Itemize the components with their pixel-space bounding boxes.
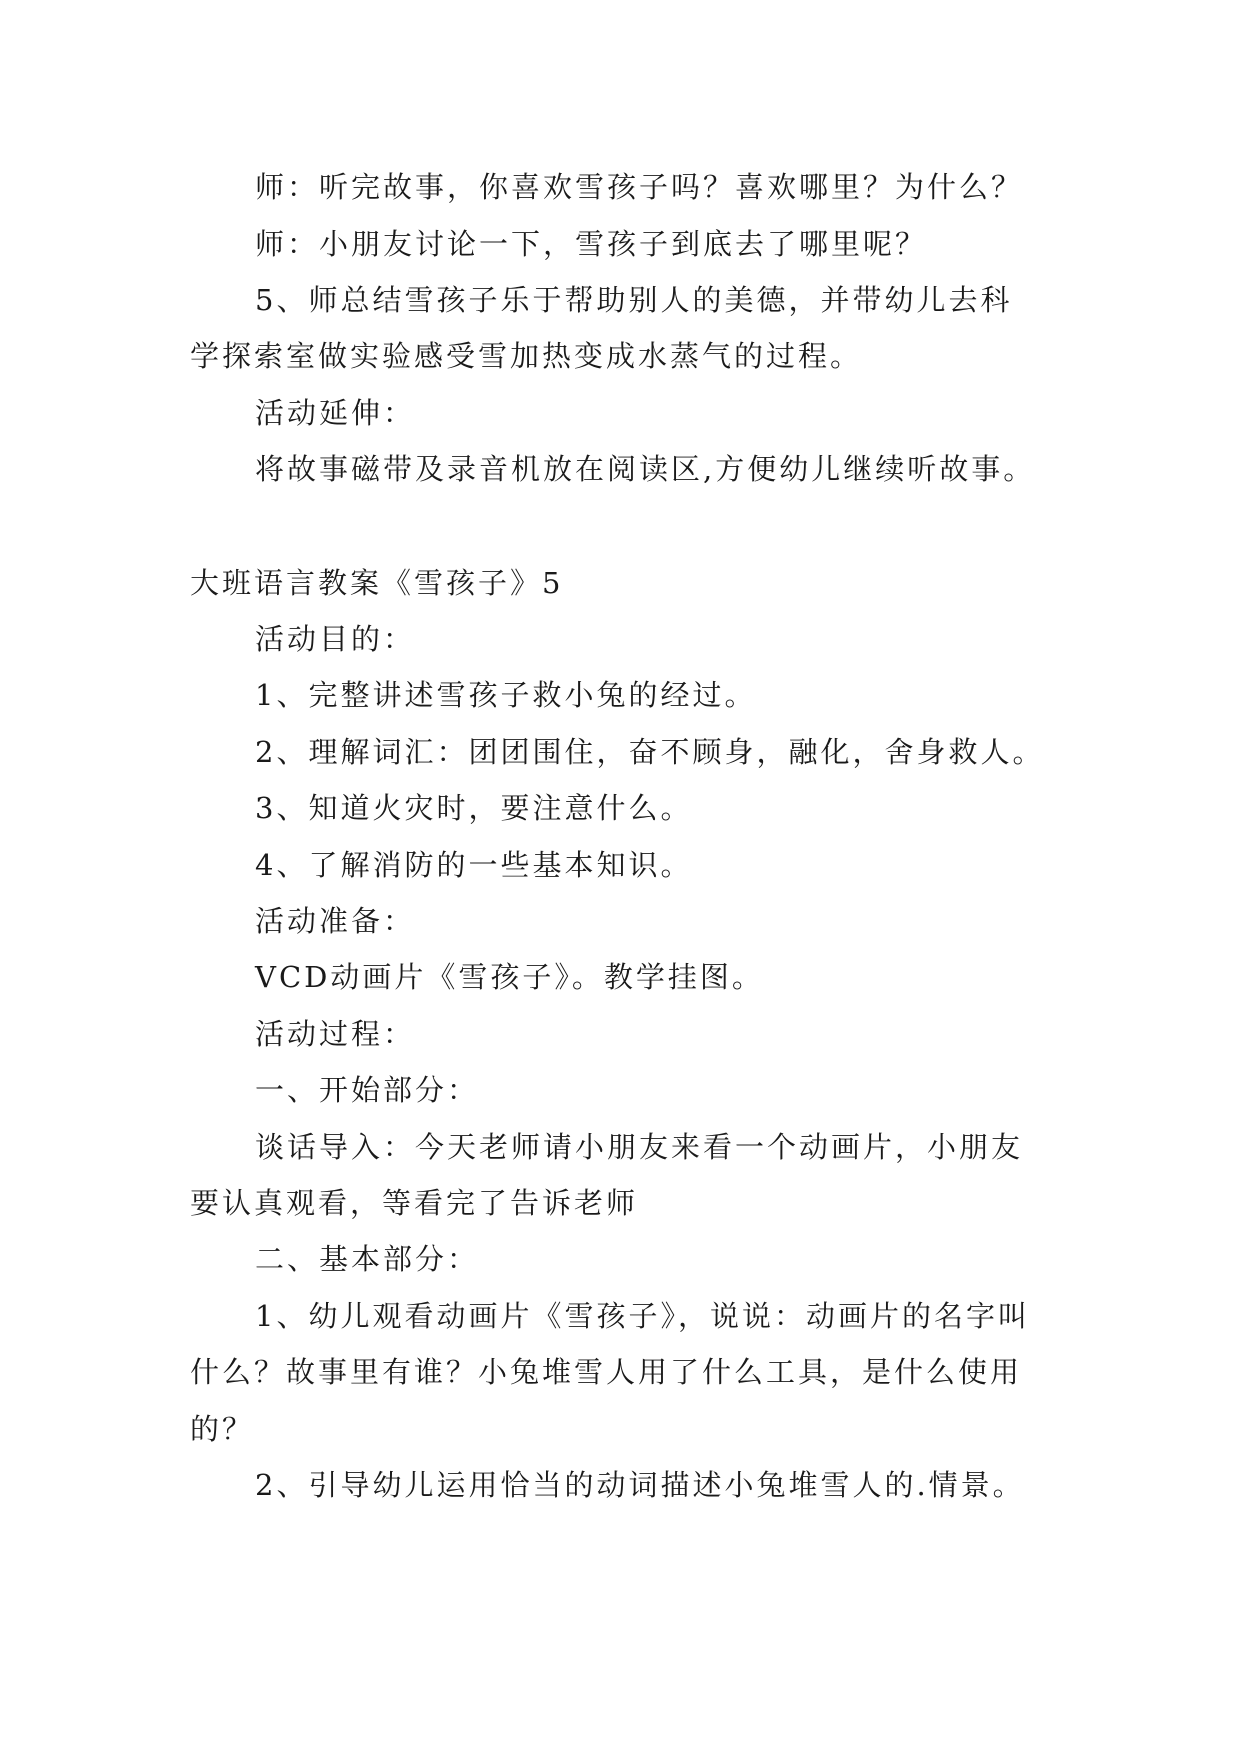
goals-heading: 活动目的：: [255, 622, 416, 656]
dialogue-line-2: 师：小朋友讨论一下，雪孩子到底去了哪里呢？: [255, 227, 928, 261]
goal-item-2: 2、理解词汇：团团围住，奋不顾身，融化，舍身救人。: [255, 735, 1045, 769]
goal-item-4: 4、了解消防的一些基本知识。: [255, 848, 693, 882]
step-one-line-1: 1、幼儿观看动画片《雪孩子》，说说：动画片的名字叫: [255, 1299, 1030, 1333]
extension-heading: 活动延伸：: [255, 396, 416, 430]
step-two-line: 2、引导幼儿运用恰当的动词描述小兔堆雪人的.情景。: [255, 1468, 1025, 1502]
process-heading: 活动过程：: [255, 1017, 416, 1051]
preparation-text: VCD动画片《雪孩子》。教学挂图。: [255, 960, 764, 994]
dialogue-line-1: 师：听完故事，你喜欢雪孩子吗？喜欢哪里？为什么？: [255, 170, 1024, 204]
preparation-heading: 活动准备：: [255, 904, 416, 938]
part-one-heading: 一、开始部分：: [255, 1073, 480, 1107]
summary-line-1: 5、师总结雪孩子乐于帮助别人的美德，并带幼儿去科: [255, 283, 1013, 317]
goal-item-1: 1、完整讲述雪孩子救小兔的经过。: [255, 678, 757, 712]
step-one-line-2: 什么？故事里有谁？小兔堆雪人用了什么工具，是什么使用: [190, 1355, 1023, 1389]
goal-item-3: 3、知道火灾时，要注意什么。: [255, 791, 693, 825]
intro-line-2: 要认真观看，等看完了告诉老师: [190, 1186, 639, 1220]
lesson-title: 大班语言教案《雪孩子》5: [190, 566, 564, 600]
part-two-heading: 二、基本部分：: [255, 1242, 480, 1276]
intro-line-1: 谈话导入：今天老师请小朋友来看一个动画片，小朋友: [255, 1130, 1024, 1164]
summary-line-2: 学探索室做实验感受雪加热变成水蒸气的过程。: [190, 339, 863, 373]
step-one-line-3: 的？: [190, 1412, 255, 1446]
extension-text: 将故事磁带及录音机放在阅读区,方便幼儿继续听故事。: [255, 452, 1036, 486]
